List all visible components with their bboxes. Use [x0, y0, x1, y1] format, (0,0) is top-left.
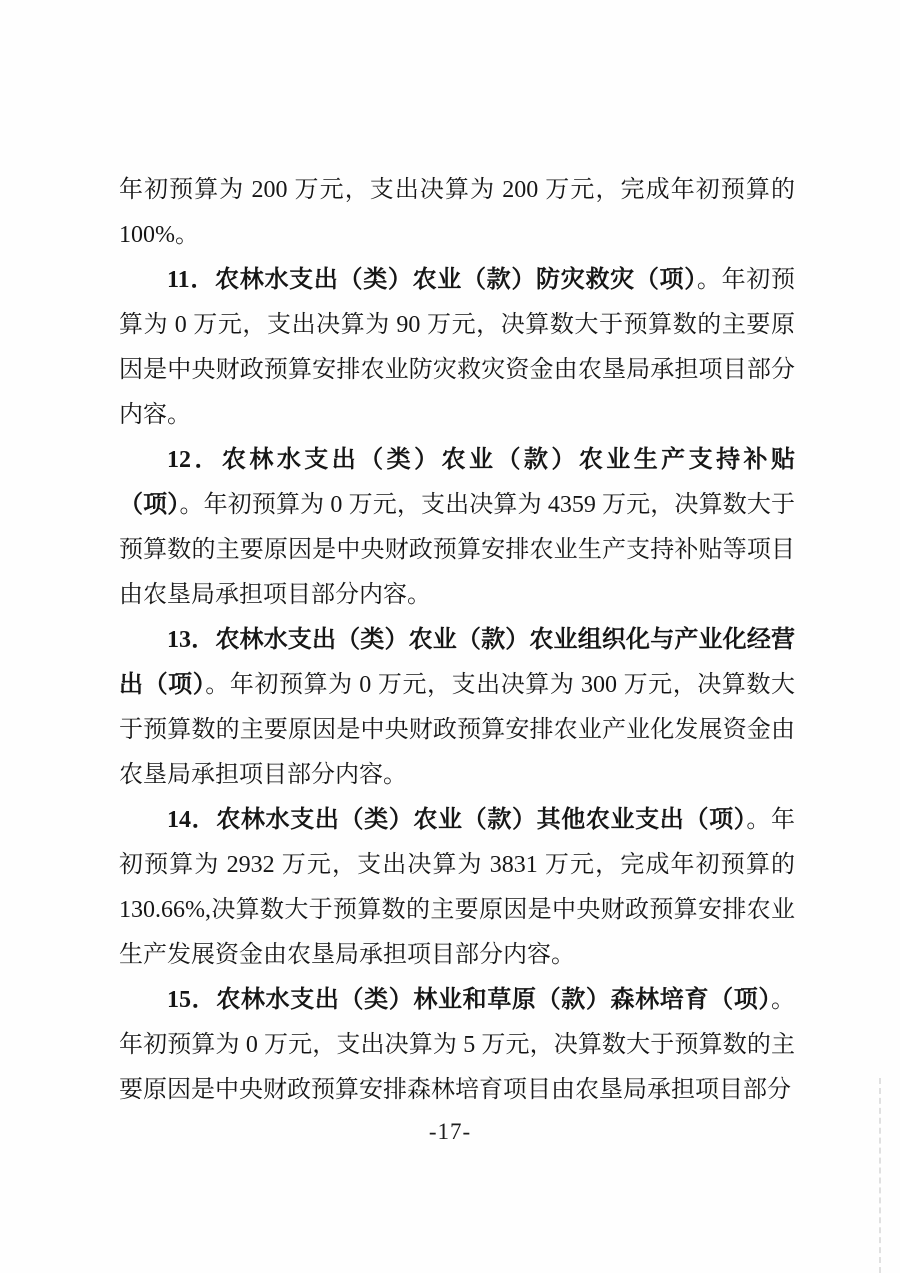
page-number: -17-	[428, 1119, 472, 1144]
body-text-run: 年初预算为 200 万元，支出决算为 200 万元，完成年初预算的100%。	[119, 177, 795, 248]
paragraph	[119, 798, 795, 978]
body-text-run: 。年初预算为 0 万元，支出决算为 300 万元，决算数大于预算数的主要原因是中央财政预算安排农业产业化发展资金由农垦局承担项目部分内容。	[119, 672, 796, 788]
section-heading-run: 14．农林水支出（类）农业（款）其他农业支出（项）	[167, 807, 747, 833]
scan-artifact-line	[879, 1078, 881, 1273]
body-text-run: 。年初预算为 0 万元，支出决算为 90 万元，决算数大于预算数的主要原因是中央财政预算安排农业防灾救灾资金由农垦局承担项目部分内容。	[119, 267, 795, 428]
section-heading-run: 15．农林水支出（类）林业和草原（款）森林培育（项）	[167, 987, 771, 1013]
paragraph	[119, 438, 795, 618]
paragraph	[119, 978, 795, 1113]
paragraph	[119, 168, 795, 258]
paragraph	[119, 258, 795, 438]
body-text-run: 。年初预算为 2932 万元，支出决算为 3831 万元，完成年初预算的130.66%,决算数大于预算数的主要原因是中央财政预算安排农业生产发展资金由农垦局承担项目部分内容。	[119, 807, 795, 968]
body-text-run: 。年初预算为 0 万元，支出决算为 4359 万元，决算数大于预算数的主要原因是中央财政预算安排农业生产支持补贴等项目由农垦局承担项目部分内容。	[119, 492, 796, 608]
document-body	[119, 168, 795, 1113]
section-heading-run: 13．农林水支出（类）农业（款）农业组织化与产业化经营出（项）	[119, 627, 795, 698]
body-text-run: 。年初预算为 0 万元，支出决算为 5 万元，决算数大于预算数的主要原因是中央财政预算安排森林培育项目由农垦局承担项目部分	[119, 987, 795, 1103]
section-heading-run: 12．农林水支出（类）农业（款）农业生产支持补贴（项）	[119, 447, 795, 518]
section-heading-run: 11．农林水支出（类）农业（款）防灾救灾（项）	[167, 267, 697, 293]
paragraph	[119, 618, 795, 798]
